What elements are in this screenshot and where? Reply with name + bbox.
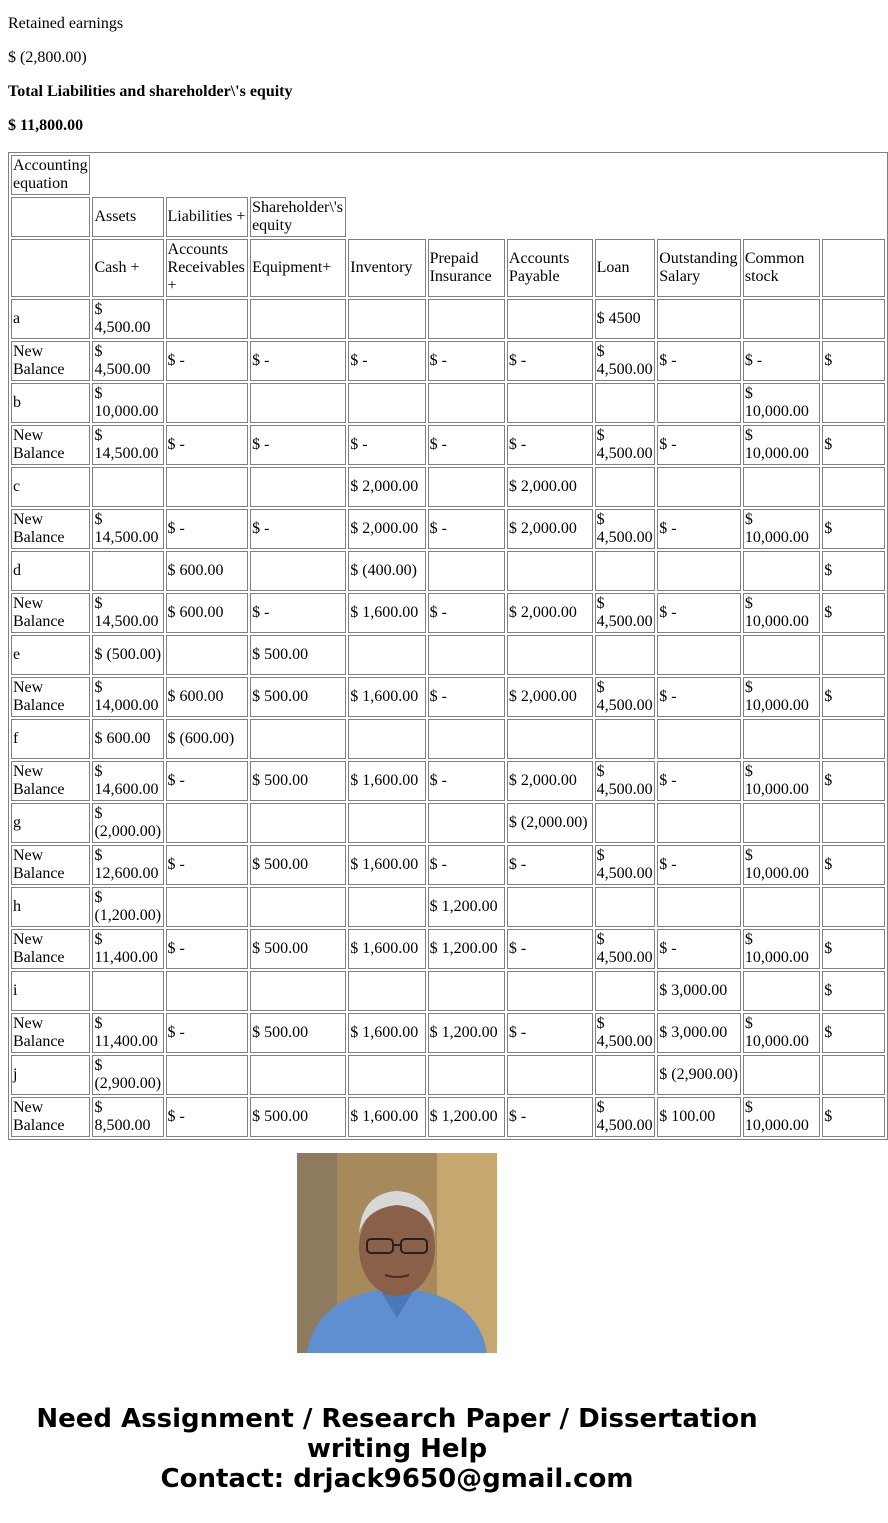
footer-line-1: Need Assignment / Research Paper / Dissertation	[36, 1404, 758, 1434]
table-cell	[822, 719, 885, 759]
table-cell: $ -	[657, 593, 741, 633]
table-cell	[507, 887, 593, 927]
table-row	[11, 467, 885, 507]
table-cell: $ 10,000.00	[743, 509, 820, 549]
table-row	[11, 425, 885, 465]
table-cell	[743, 803, 820, 843]
column-header-cell: Accounts Receivables +	[166, 239, 249, 297]
table-cell	[348, 635, 425, 675]
table-cell: $ 1,600.00	[348, 593, 425, 633]
table-cell: $ 10,000.00	[743, 425, 820, 465]
table-row	[11, 1013, 885, 1053]
footer-line-2: writing Help	[306, 1434, 488, 1464]
row-label-cell: c	[11, 467, 90, 507]
row-label-cell: b	[11, 383, 90, 423]
table-cell: $ 10,000.00	[92, 383, 163, 423]
table-cell: $ 2,000.00	[507, 593, 593, 633]
table-row	[11, 887, 885, 927]
table-cell: $ -	[428, 425, 505, 465]
table-cell	[657, 467, 741, 507]
table-cell	[348, 383, 425, 423]
table-cell	[250, 1055, 346, 1095]
table-cell: $ -	[507, 1097, 593, 1137]
row-label-cell: New Balance	[11, 509, 90, 549]
table-caption: Accounting equation	[11, 155, 90, 195]
column-header-cell: Inventory	[348, 239, 425, 297]
row-label-cell: New Balance	[11, 593, 90, 633]
table-cell: $ 4,500.00	[595, 1013, 656, 1053]
table-cell: $ -	[166, 1097, 249, 1137]
table-cell	[507, 299, 593, 339]
table-cell: $ 10,000.00	[743, 845, 820, 885]
column-header-cell: Common stock	[743, 239, 820, 297]
table-cell: $ -	[657, 845, 741, 885]
column-header-cell: Outstanding Salary	[657, 239, 741, 297]
row-label-cell: d	[11, 551, 90, 591]
table-cell	[822, 1055, 885, 1095]
table-cell	[743, 1055, 820, 1095]
table-cell: $ 4,500.00	[595, 1097, 656, 1137]
table-cell: $ 1,200.00	[428, 929, 505, 969]
table-cell: $ -	[657, 929, 741, 969]
table-cell	[250, 299, 346, 339]
table-cell	[595, 551, 656, 591]
table-cell	[348, 803, 425, 843]
table-cell	[166, 1055, 249, 1095]
group-header-cell: Assets	[92, 197, 163, 237]
table-cell	[166, 803, 249, 843]
table-cell	[348, 719, 425, 759]
table-cell: $ 500.00	[250, 845, 346, 885]
table-cell	[507, 551, 593, 591]
table-row	[11, 635, 885, 675]
table-cell: $ -	[507, 1013, 593, 1053]
table-cell: $ -	[657, 761, 741, 801]
table-cell	[595, 383, 656, 423]
table-cell: $	[822, 929, 885, 969]
footer-line-3: Contact: drjack9650@gmail.com	[160, 1464, 634, 1494]
table-cell: $ 10,000.00	[743, 761, 820, 801]
table-cell: $	[822, 509, 885, 549]
table-cell: $ -	[428, 509, 505, 549]
table-cell	[348, 299, 425, 339]
table-cell: $ 2,000.00	[348, 509, 425, 549]
table-cell: $ 14,500.00	[92, 425, 163, 465]
table-cell: $ -	[250, 341, 346, 381]
row-label-cell: i	[11, 971, 90, 1011]
table-cell: $	[822, 677, 885, 717]
table-cell: $ 2,000.00	[507, 761, 593, 801]
row-label-cell: e	[11, 635, 90, 675]
table-cell	[822, 383, 885, 423]
table-cell	[743, 467, 820, 507]
table-cell	[657, 719, 741, 759]
table-cell	[743, 887, 820, 927]
table-cell: $ 3,000.00	[657, 971, 741, 1011]
table-cell: $ 14,000.00	[92, 677, 163, 717]
table-cell: $ (1,200.00)	[92, 887, 163, 927]
table-cell: $ 11,400.00	[92, 1013, 163, 1053]
author-photo-icon	[297, 1153, 497, 1353]
table-cell	[166, 467, 249, 507]
table-cell: $ 1,200.00	[428, 1013, 505, 1053]
table-cell: $ -	[428, 761, 505, 801]
group-header-cell: Shareholder\'s equity	[250, 197, 346, 237]
table-cell: $ 500.00	[250, 1013, 346, 1053]
row-label-cell: a	[11, 299, 90, 339]
table-cell: $	[822, 341, 885, 381]
table-cell: $	[822, 971, 885, 1011]
table-cell: $ -	[507, 929, 593, 969]
table-cell: $ -	[166, 845, 249, 885]
table-cell: $ -	[428, 845, 505, 885]
table-cell	[743, 635, 820, 675]
table-cell: $ (2,000.00)	[507, 803, 593, 843]
table-cell	[428, 971, 505, 1011]
retained-earnings-label: Retained earnings	[8, 15, 124, 32]
table-cell: $ 10,000.00	[743, 593, 820, 633]
table-cell: $ 100.00	[657, 1097, 741, 1137]
table-cell: $ 11,400.00	[92, 929, 163, 969]
column-header-cell: Accounts Payable	[507, 239, 593, 297]
table-cell: $ 3,000.00	[657, 1013, 741, 1053]
table-cell: $ -	[348, 341, 425, 381]
table-cell	[743, 551, 820, 591]
table-cell	[92, 467, 163, 507]
table-cell: $ 4,500.00	[595, 929, 656, 969]
table-row	[11, 1097, 885, 1137]
table-cell: $ 12,600.00	[92, 845, 163, 885]
table-cell: $ 14,500.00	[92, 593, 163, 633]
table-cell: $ 1,600.00	[348, 1013, 425, 1053]
table-cell	[822, 635, 885, 675]
table-row	[11, 929, 885, 969]
table-row	[11, 299, 885, 339]
table-cell: $ (500.00)	[92, 635, 163, 675]
table-cell: $ 10,000.00	[743, 1013, 820, 1053]
table-row	[11, 341, 885, 381]
table-cell	[250, 803, 346, 843]
table-row	[11, 971, 885, 1011]
table-cell: $ 1,600.00	[348, 845, 425, 885]
table-row	[11, 719, 885, 759]
table-cell	[743, 719, 820, 759]
table-cell: $ 4,500.00	[595, 593, 656, 633]
table-cell: $ (2,000.00)	[92, 803, 163, 843]
table-cell: $ -	[250, 509, 346, 549]
table-cell: $ -	[657, 341, 741, 381]
table-cell: $ 500.00	[250, 761, 346, 801]
table-cell: $ (400.00)	[348, 551, 425, 591]
table-cell: $	[822, 1013, 885, 1053]
table-cell: $	[822, 845, 885, 885]
table-cell: $ 14,500.00	[92, 509, 163, 549]
table-row	[11, 509, 885, 549]
group-header-cell: Liabilities +	[166, 197, 249, 237]
table-cell: $ 500.00	[250, 1097, 346, 1137]
table-cell	[822, 299, 885, 339]
row-label-cell: New Balance	[11, 677, 90, 717]
table-row	[11, 551, 885, 591]
table-cell	[428, 1055, 505, 1095]
table-row	[11, 677, 885, 717]
author-photo	[297, 1153, 497, 1353]
table-cell: $ -	[428, 341, 505, 381]
table-cell: $ -	[507, 845, 593, 885]
table-cell	[166, 383, 249, 423]
table-cell	[595, 719, 656, 759]
table-cell: $ -	[507, 341, 593, 381]
table-cell	[657, 635, 741, 675]
table-cell: $ -	[657, 425, 741, 465]
accounting-equation-table	[8, 152, 888, 1140]
table-row	[11, 593, 885, 633]
table-cell: $ -	[428, 593, 505, 633]
row-label-cell: New Balance	[11, 761, 90, 801]
table-cell	[348, 1055, 425, 1095]
table-row	[11, 761, 885, 801]
table-cell: $ -	[166, 509, 249, 549]
table-cell: $ 8,500.00	[92, 1097, 163, 1137]
table-cell: $	[822, 761, 885, 801]
table-cell	[595, 803, 656, 843]
total-liabilities-value: $ 11,800.00	[8, 117, 84, 134]
table-cell	[166, 887, 249, 927]
table-cell: $ 10,000.00	[743, 1097, 820, 1137]
table-cell: $ -	[348, 425, 425, 465]
table-cell	[428, 719, 505, 759]
table-cell: $ 600.00	[92, 719, 163, 759]
table-cell: $ -	[507, 425, 593, 465]
table-cell: $ 4,500.00	[595, 425, 656, 465]
table-cell: $ (2,900.00)	[657, 1055, 741, 1095]
table-cell	[428, 551, 505, 591]
table-cell	[428, 803, 505, 843]
table-cell: $ 1,200.00	[428, 887, 505, 927]
table-cell	[657, 383, 741, 423]
table-cell: $ -	[166, 929, 249, 969]
column-header-cell: Equipment+	[250, 239, 346, 297]
table-cell: $ 4,500.00	[595, 677, 656, 717]
row-label-cell: New Balance	[11, 1013, 90, 1053]
table-cell: $ -	[250, 425, 346, 465]
table-cell: $ (2,900.00)	[92, 1055, 163, 1095]
table-cell	[595, 971, 656, 1011]
table-cell: $ -	[166, 1013, 249, 1053]
table-cell	[507, 719, 593, 759]
table-cell: $	[822, 425, 885, 465]
table-cell	[507, 971, 593, 1011]
table-cell: $ 4,500.00	[595, 509, 656, 549]
table-cell	[657, 551, 741, 591]
table-cell	[507, 383, 593, 423]
table-cell	[595, 635, 656, 675]
table-cell	[250, 467, 346, 507]
table-cell: $ 2,000.00	[507, 509, 593, 549]
table-cell: $ -	[428, 677, 505, 717]
column-header-cell: Cash +	[92, 239, 163, 297]
table-cell	[348, 971, 425, 1011]
table-cell: $ 2,000.00	[507, 467, 593, 507]
row-label-cell: f	[11, 719, 90, 759]
table-cell: $	[822, 1097, 885, 1137]
table-cell: $ 4,500.00	[595, 761, 656, 801]
table-cell	[743, 299, 820, 339]
table-cell: $	[822, 593, 885, 633]
table-cell: $ 14,600.00	[92, 761, 163, 801]
retained-earnings-value: $ (2,800.00)	[8, 49, 87, 66]
table-cell	[348, 887, 425, 927]
row-label-cell: g	[11, 803, 90, 843]
table-cell	[428, 467, 505, 507]
table-cell: $ (600.00)	[166, 719, 249, 759]
table-cell	[92, 551, 163, 591]
table-cell: $ 2,000.00	[348, 467, 425, 507]
table-cell	[595, 467, 656, 507]
table-cell: $ 4,500.00	[595, 341, 656, 381]
table-row	[11, 803, 885, 843]
column-header-cell: Loan	[595, 239, 656, 297]
table-cell	[428, 383, 505, 423]
table-row	[11, 845, 885, 885]
table-cell	[166, 299, 249, 339]
table-cell: $ -	[250, 593, 346, 633]
table-cell	[250, 383, 346, 423]
table-cell: $ 4,500.00	[595, 845, 656, 885]
table-cell: $ 600.00	[166, 551, 249, 591]
row-label-cell: j	[11, 1055, 90, 1095]
table-cell	[743, 971, 820, 1011]
table-cell	[507, 1055, 593, 1095]
table-cell: $ -	[743, 341, 820, 381]
table-cell	[595, 1055, 656, 1095]
table-cell	[657, 299, 741, 339]
table-cell: $ 10,000.00	[743, 677, 820, 717]
table-cell	[595, 887, 656, 927]
total-liabilities-label: Total Liabilities and shareholder\'s equity	[8, 83, 293, 100]
table-row	[11, 383, 885, 423]
table-cell: $ 1,600.00	[348, 761, 425, 801]
accounting-equation-table-wrapper[interactable]	[8, 152, 833, 1134]
table-cell	[166, 971, 249, 1011]
table-cell: $ -	[657, 677, 741, 717]
table-cell: $	[822, 551, 885, 591]
row-label-cell: h	[11, 887, 90, 927]
row-label-cell: New Balance	[11, 341, 90, 381]
footer-help-banner	[0, 1404, 794, 1494]
table-cell: $ 1,600.00	[348, 1097, 425, 1137]
table-cell	[657, 803, 741, 843]
table-cell	[428, 635, 505, 675]
table-cell: $ 10,000.00	[743, 929, 820, 969]
row-label-cell: New Balance	[11, 425, 90, 465]
table-cell: $ 600.00	[166, 593, 249, 633]
table-cell: $ -	[166, 761, 249, 801]
table-cell: $ 500.00	[250, 929, 346, 969]
table-cell	[250, 719, 346, 759]
table-cell: $ 4,500.00	[92, 299, 163, 339]
table-cell	[92, 971, 163, 1011]
table-cell: $ 10,000.00	[743, 383, 820, 423]
table-cell: $ 1,600.00	[348, 929, 425, 969]
table-cell: $ 1,600.00	[348, 677, 425, 717]
table-cell	[428, 299, 505, 339]
table-row	[11, 1055, 885, 1095]
table-cell	[166, 635, 249, 675]
table-cell	[822, 803, 885, 843]
table-cell: $ -	[657, 509, 741, 549]
row-label-cell: New Balance	[11, 929, 90, 969]
table-cell: $ -	[166, 425, 249, 465]
table-cell	[250, 971, 346, 1011]
table-cell: $ -	[166, 341, 249, 381]
table-cell: $ 4500	[595, 299, 656, 339]
group-header-cell	[11, 197, 90, 237]
column-header-cell	[822, 239, 885, 297]
table-cell: $ 2,000.00	[507, 677, 593, 717]
table-cell	[822, 887, 885, 927]
table-cell: $ 500.00	[250, 677, 346, 717]
row-label-cell: New Balance	[11, 845, 90, 885]
column-header-cell: Prepaid Insurance	[428, 239, 505, 297]
table-cell	[822, 467, 885, 507]
table-cell	[250, 551, 346, 591]
table-cell	[657, 887, 741, 927]
table-cell: $ 600.00	[166, 677, 249, 717]
row-label-cell: New Balance	[11, 1097, 90, 1137]
table-cell	[507, 635, 593, 675]
table-cell	[250, 887, 346, 927]
column-header-cell	[11, 239, 90, 297]
table-cell: $ 500.00	[250, 635, 346, 675]
table-cell: $ 4,500.00	[92, 341, 163, 381]
table-cell: $ 1,200.00	[428, 1097, 505, 1137]
